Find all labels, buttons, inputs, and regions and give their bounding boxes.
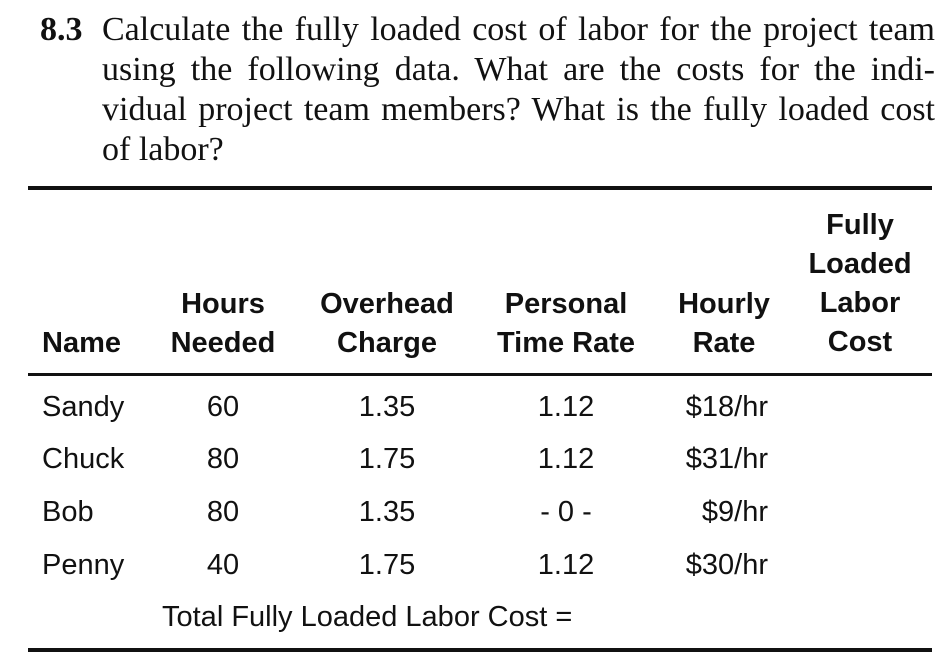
cell-personal: - 0 - [540,496,592,528]
header-personal-line-2: Time Rate [496,327,636,359]
header-hourly-rate [662,285,786,363]
cell-personal: 1.12 [537,549,595,581]
cell-hours: 60 [206,391,240,423]
header-overhead-line-1: Overhead [320,288,454,320]
header-fully-loaded-labor-cost [796,206,924,362]
header-loaded-line-4: Cost [827,326,893,358]
problem-statement [40,10,935,170]
cell-name: Chuck [42,443,125,475]
header-loaded-line-3: Labor [819,287,901,319]
header-name-line-1: Name [42,327,121,359]
cell-name: Bob [42,496,94,528]
cell-name: Sandy [42,391,125,423]
problem-number: 8.3 [40,11,83,48]
cell-personal: 1.12 [537,391,595,423]
cell-hours: 80 [206,496,240,528]
table-top-rule [28,186,932,190]
header-personal-time-rate [482,285,650,363]
cell-hours: 80 [206,443,240,475]
cell-hourly: $18/hr [685,391,768,423]
cell-overhead: 1.75 [358,443,416,475]
cell-hourly: $31/hr [685,443,768,475]
total-cost-label: Total Fully Loaded Labor Cost = [162,601,573,633]
header-hours-line-1: Hours [181,288,265,320]
table-bottom-rule [28,648,932,652]
header-loaded-line-1: Fully [826,209,894,241]
table-header-rule [28,373,932,376]
header-overhead-charge [306,285,468,363]
header-overhead-line-2: Charge [337,327,437,359]
cell-personal: 1.12 [537,443,595,475]
cell-name: Penny [42,549,125,581]
cell-overhead: 1.35 [358,391,416,423]
cell-hours: 40 [206,549,240,581]
problem-text: Calculate the fully loaded cost of labor for the project team using the following data. What are the costs for the individual project team members? What is the fully loaded cost of labor? [102,11,935,168]
header-hourly-line-2: Rate [692,327,756,359]
header-name [42,324,121,363]
cell-hourly: $30/hr [685,549,768,581]
header-hourly-line-1: Hourly [678,288,770,320]
cell-overhead: 1.35 [358,496,416,528]
header-hours-needed [160,285,286,363]
header-hours-line-2: Needed [170,327,276,359]
header-personal-line-1: Personal [504,288,628,320]
cell-overhead: 1.75 [358,549,416,581]
cell-hourly: $9/hr [701,496,768,528]
header-loaded-line-2: Loaded [808,248,912,280]
